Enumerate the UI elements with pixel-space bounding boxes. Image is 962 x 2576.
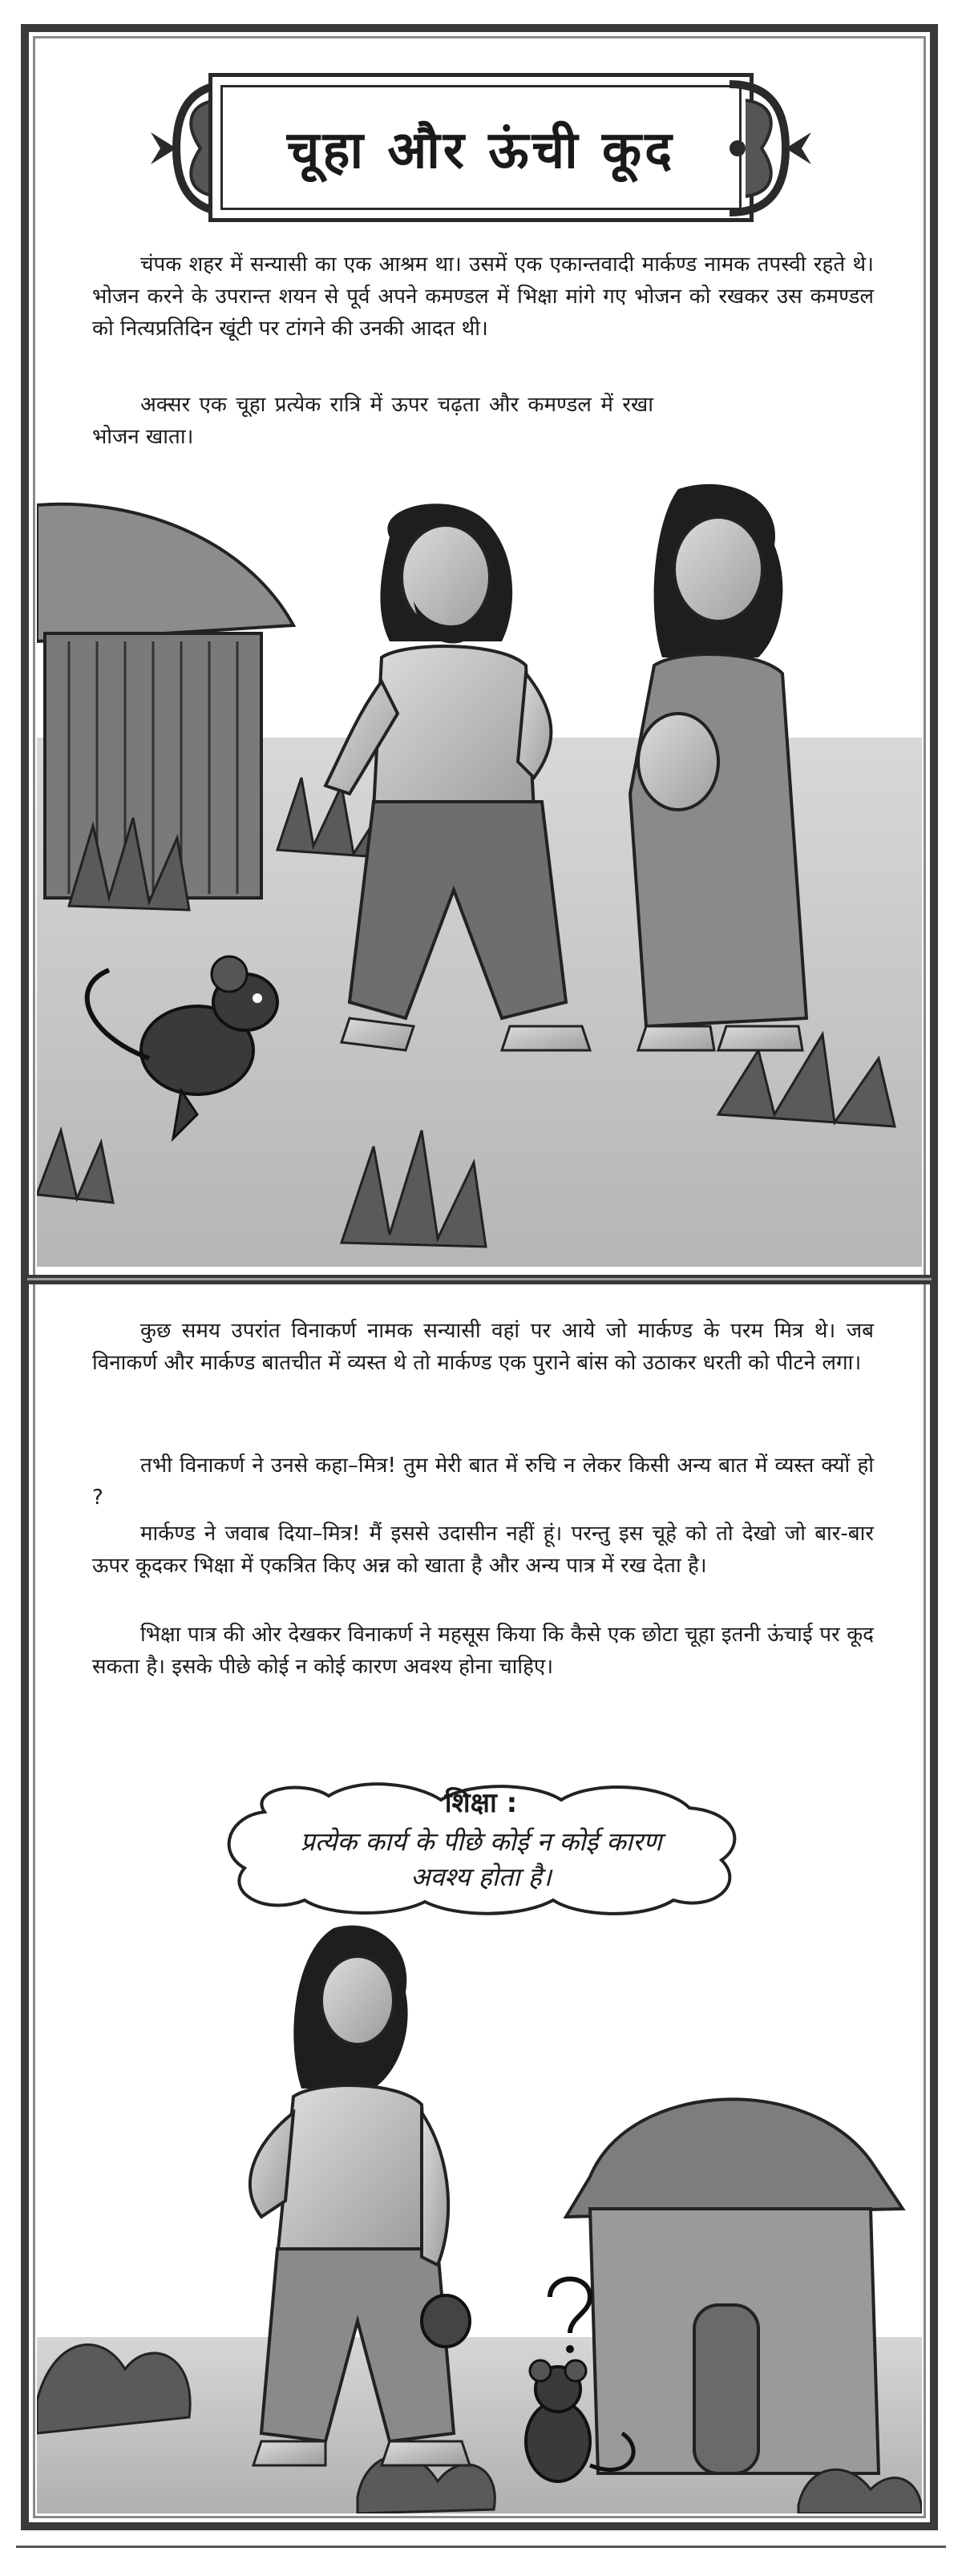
story-paragraph-4: तभी विनाकर्ण ने उनसे कहा–मित्र! तुम मेरी बात में रुचि न लेकर किसी अन्य बात में व्यस्त क्यों हो ? (92, 1454, 874, 1510)
illustration-two-ascetics-and-mouse (37, 473, 922, 1267)
story-paragraph-6: भिक्षा पात्र की ओर देखकर विनाकर्ण ने महसूस किया कि कैसे एक छोटा चूहा इतनी ऊंचाई पर कूद सकता है। इसके पीछे कोई न कोई कारण अवश्य होना चाहिए। (92, 1623, 874, 1679)
story-paragraph-5: मार्कण्ड ने जवाब दिया–मित्र! मैं इससे उदासीन नहीं हूं। परन्तु इस चूहे को तो देखो जो बार-बार ऊपर कूदकर भिक्षा में एकत्रित किए अन्न को खाता है और अन्य पात्र में रख देता है। (92, 1522, 874, 1578)
title-banner (144, 68, 818, 228)
hut-left (37, 504, 293, 898)
illustration-ascetic-hut-mouse (37, 1920, 922, 2513)
title-box (208, 73, 754, 222)
story-title: चूहा और ऊंची कूद (286, 119, 676, 180)
story-paragraph-1: चंपक शहर में सन्यासी का एक आश्रम था। उसमें एक एकान्तवादी मार्कण्ड नामक तपस्वी रहते थे। भोजन करने के उपरान्त शयन से पूर्व अपने कमण्डल में भिक्षा मांगे गए भोजन को रखकर उस कमण्डल को नित्यप्रतिदिन खूंटी पर टांगने की उनकी आदत थी। (92, 253, 874, 341)
lesson-cloud (216, 1780, 746, 1916)
ascetic-vinakarna (630, 484, 806, 1050)
story-paragraph-2: अक्सर एक चूहा प्रत्येक रात्रि में ऊपर चढ़ता और कमण्डल में रखा भोजन खाता। (92, 393, 653, 449)
question-mark-icon (550, 2279, 590, 2334)
bottom-strip (16, 2546, 946, 2562)
panel-divider (21, 1275, 938, 1284)
lesson-title: शिक्षा : (444, 1787, 518, 1819)
hut-right (566, 2099, 903, 2473)
scroll-ornament-right-icon (722, 68, 818, 228)
lesson-text: प्रत्येक कार्य के पीछे कोई न कोई कारण अवश्य होता है। (300, 1826, 662, 1892)
story-paragraph-3: कुछ समय उपरांत विनाकर्ण नामक सन्यासी वहां पर आये जो मार्कण्ड के परम मित्र थे। जब विनाकर्ण और मार्कण्ड बातचीत में व्यस्त थे तो मार्कण्ड एक पुराने बांस को उठाकर धरती को पीटने लगा। (92, 1319, 874, 1375)
